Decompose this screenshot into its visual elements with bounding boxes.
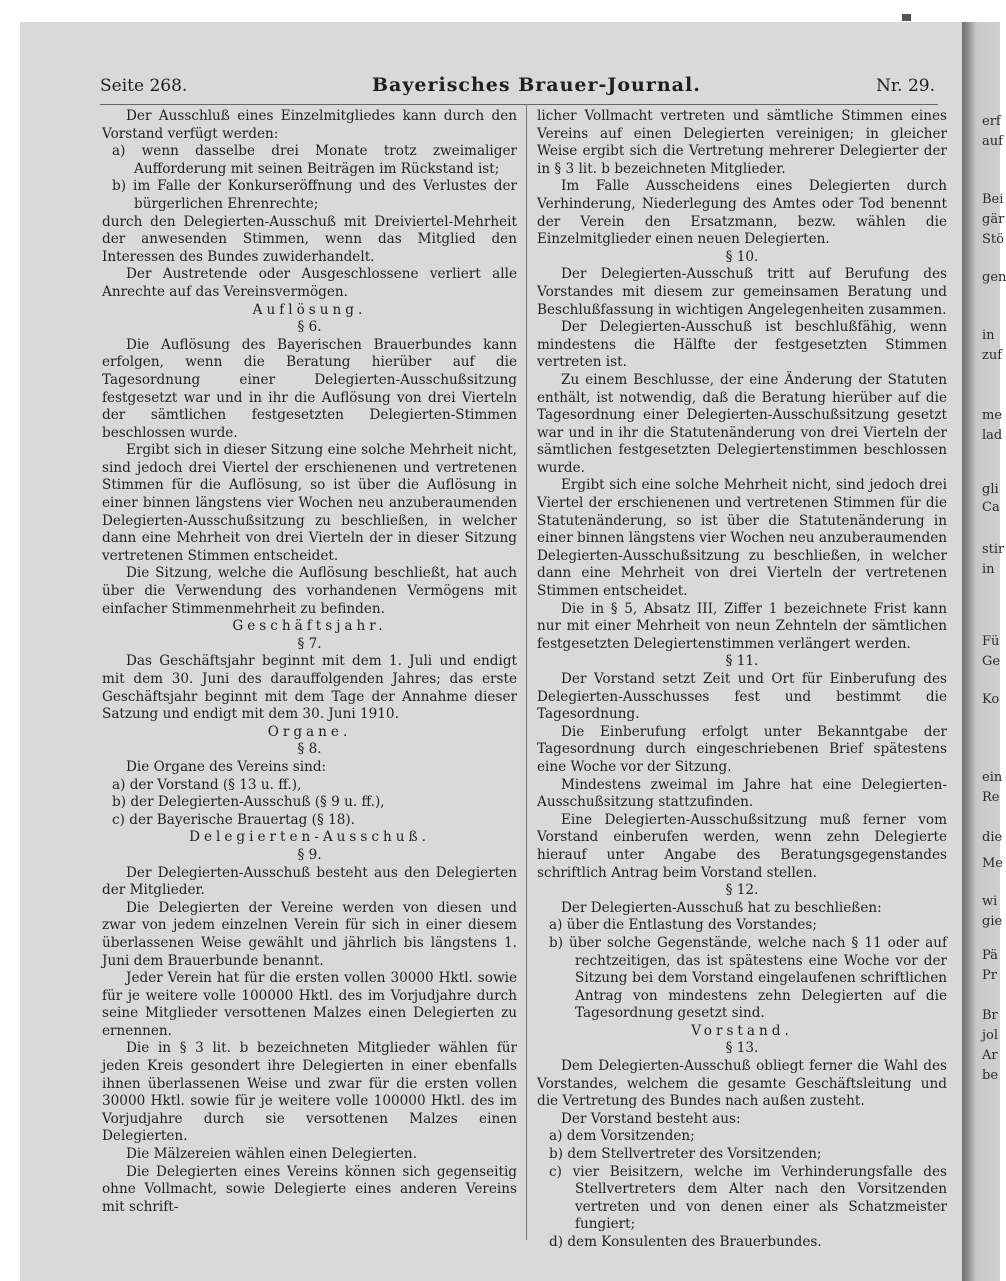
adjacent-page-fragment: Ca <box>982 500 1000 515</box>
adjacent-page-fragment: gie <box>982 914 1003 929</box>
section-heading: Geschäftsjahr. <box>232 618 387 635</box>
adjacent-page-fragment: Pä <box>982 948 998 963</box>
section-number: § 8. <box>297 741 322 758</box>
adjacent-page-fragment: lad <box>982 428 1003 443</box>
adjacent-page-fragment: Stö <box>982 232 1004 247</box>
paragraph: Der Delegierten-Ausschuß besteht aus den Delegierten der Mitglieder. <box>102 864 517 899</box>
list-item: b) im Falle der Konkurseröffnung und des Verlustes der bürgerlichen Ehrenrechte; <box>112 178 517 212</box>
paragraph: Im Falle Ausscheidens eines Delegierten durch Verhinderung, Niederlegung des Amtes oder Tod benennt der Verein den Ersatzmann, bezw. wählen die Einzelmitglieder einen neuen Delegierten. <box>537 178 947 248</box>
list-item: b) über solche Gegenstände, welche nach § 11 oder auf rechtzeitigen, das ist spätestens eine Woche vor der Sitzung bei dem Vorstand eingelaufenen schriftlichen Antrag von mindestens zehn Delegierten auf die Tagesordnung gesetzt sind. <box>549 934 947 1022</box>
section-number: § 10. <box>725 248 759 265</box>
section-number: § 13. <box>725 1040 759 1057</box>
adjacent-page-fragment: gen <box>982 270 1006 285</box>
adjacent-page-fragment: in <box>982 328 995 343</box>
paragraph: Eine Delegierten-Ausschußsitzung muß ferner vom Vorstand einberufen werden, wenn zehn Delegierte hierauf unter Angabe des Beratungsgegenstandes schriftlich Antrag beim Vorstand stellen. <box>537 811 947 881</box>
adjacent-page-fragment: stir <box>982 542 1005 557</box>
adjacent-page-fragment: Fü <box>982 634 1000 649</box>
adjacent-page-fragment: Ko <box>982 692 1000 707</box>
adjacent-page-fragment: in <box>982 562 995 577</box>
list-item: a) dem Vorsitzenden; <box>549 1128 695 1145</box>
paragraph: Der Austretende oder Ausgeschlossene verliert alle Anrechte auf das Vereinsvermögen. <box>102 266 517 300</box>
paragraph: Die Sitzung, welche die Auflösung beschließt, hat auch über die Verwendung des vorhandenen Vermögens mit einfacher Stimmenmehrheit zu befinden. <box>102 565 517 617</box>
section-number: § 6. <box>297 319 322 336</box>
paragraph: licher Vollmacht vertreten und sämtliche Stimmen eines Vereins auf einen Delegierten vereinigen; in gleicher Weise ergibt sich die Vertretung mehrerer Delegierter der in § 3 lit. b bezeichneten Mitglieder. <box>537 108 947 177</box>
section-heading: Auflösung. <box>252 301 367 318</box>
paragraph: Zu einem Beschlusse, der eine Änderung der Statuten enthält, ist notwendig, daß die Beratung hierüber auf die Tagesordnung einer Delegierten-Ausschußsitzung gesetzt war und in ihr die Statutenänderung von drei Vierteln der sämtlichen festgesetzten Delegiertenstimmen beschlossen wurde. <box>537 371 947 476</box>
paragraph: Dem Delegierten-Ausschuß obliegt ferner die Wahl des Vorstandes, welchem die gesamte Geschäftsleitung und die Vertretung des Bundes nach außen zusteht. <box>537 1058 947 1110</box>
paragraph: Ergibt sich in dieser Sitzung eine solche Mehrheit nicht, sind jedoch drei Viertel der erschienenen und vertretenen Stimmen für die Auflösung, so ist über die Auflösung in einer binnen längstens vier Wochen neu anzuberaumenden Delegierten-Ausschußsitzung zu beschließen, in welcher dann eine Mehrheit von drei Vierteln der in dieser Sitzung vertretenen Stimmen entscheidet. <box>102 442 517 564</box>
column-divider <box>526 104 527 1240</box>
list-item: a) über die Entlastung des Vorstandes; <box>549 917 817 934</box>
paragraph: Das Geschäftsjahr beginnt mit dem 1. Juli und endigt mit dem 30. Juni des darauffolgenden Jahres; das erste Geschäftsjahr beginnt mit dem Tage der Annahme dieser Satzung und endigt mit dem 30. Juni 1910. <box>102 653 517 723</box>
list-item: b) dem Stellvertreter des Vorsitzenden; <box>549 1146 822 1163</box>
paragraph: Mindestens zweimal im Jahre hat eine Delegierten-Ausschußsitzung stattzufinden. <box>537 776 947 811</box>
list-item: c) der Bayerische Brauertag (§ 18). <box>112 811 356 828</box>
paragraph: Die in § 5, Absatz III, Ziffer 1 bezeichnete Frist kann nur mit einer Mehrheit von neun Zehnteln der sämtlichen festgesetzten Delegiertenstimmen verlängert werden. <box>537 600 947 652</box>
journal-title: Bayerisches Brauer-Journal. <box>372 74 701 96</box>
adjacent-page-fragment: Me <box>982 856 1004 871</box>
paragraph: Ergibt sich eine solche Mehrheit nicht, sind jedoch drei Viertel der erschienenen und vertretenen Stimmen für die Statutenänderung, so ist über die Statutenänderung in einer binnen längstens vier Wochen neu anzuberaumenden Delegierten-Ausschußsitzung zu beschließen, in welcher dann eine Mehrheit von drei Vierteln der vertretenen Stimmen entscheidet. <box>537 477 947 600</box>
adjacent-page-edge <box>962 22 1006 1281</box>
paragraph: Die Einberufung erfolgt unter Bekanntgabe der Tagesordnung durch eingeschriebenen Brief spätestens eine Woche vor der Sitzung. <box>537 723 947 775</box>
paragraph: Der Ausschluß eines Einzelmitgliedes kann durch den Vorstand verfügt werden: <box>102 108 517 142</box>
list-item: b) der Delegierten-Ausschuß (§ 9 u. ff.), <box>112 794 385 811</box>
adjacent-page-fragment: Re <box>982 790 1000 805</box>
paragraph: Der Vorstand besteht aus: <box>561 1110 741 1127</box>
list-item: a) wenn dasselbe drei Monate trotz zweimaliger Aufforderung mit seinen Beiträgen im Rückstand ist; <box>112 143 517 177</box>
section-number: § 12. <box>725 882 759 899</box>
adjacent-page-fragment: gli <box>982 482 999 497</box>
section-heading: Organe. <box>267 723 352 740</box>
paragraph: durch den Delegierten-Ausschuß mit Dreiviertel-Mehrheit der anwesenden Stimmen, wenn das Mitglied den Interessen des Bundes zuwiderhandelt. <box>102 213 517 265</box>
paragraph: Die Auflösung des Bayerischen Brauerbundes kann erfolgen, wenn die Beratung hierüber auf die Tagesordnung einer Delegierten-Ausschußsitzung festgesetzt war und in ihr die Auflösung von drei Vierteln der sämtlichen festgesetzten Delegierten-Stimmen beschlossen wurde. <box>102 336 517 441</box>
adjacent-page-fragment: Ge <box>982 654 1001 669</box>
adjacent-page-fragment: gär <box>982 212 1005 227</box>
adjacent-page-fragment: zuf <box>982 348 1003 363</box>
adjacent-page-fragment: jol <box>982 1028 999 1043</box>
adjacent-page-fragment: Ar <box>982 1048 998 1063</box>
section-number: § 7. <box>297 635 322 652</box>
section-heading: Vorstand. <box>691 1022 793 1039</box>
paragraph: Die Organe des Vereins sind: <box>126 758 327 775</box>
adjacent-page-fragment: auf <box>982 134 1003 149</box>
issue-number: Nr. 29. <box>876 76 935 96</box>
paragraph: Der Delegierten-Ausschuß hat zu beschließen: <box>561 899 882 916</box>
right-column <box>537 108 947 1252</box>
adjacent-page-fragment: erf <box>982 114 1001 129</box>
page-header <box>100 74 935 104</box>
header-rule <box>100 104 938 105</box>
paragraph: Die in § 3 lit. b bezeichneten Mitglieder wählen für jeden Kreis gesondert ihre Delegierten in einer ebenfalls ihnen überlassenen Weise und zwar für die ersten vollen 30000 Hktl. sowie für je weitere volle 100000 Hktl. des im Vorjudjahre durch sie versottenen Malzes einen Delegierten. <box>102 1040 517 1145</box>
adjacent-page-fragment: die <box>982 830 1003 845</box>
list-item: c) vier Beisitzern, welche im Verhinderungsfalle des Stellvertreters dem Alter nach den Vorsitzenden vertreten und von denen einer als Schatzmeister fungiert; <box>549 1163 947 1233</box>
paragraph: Die Delegierten der Vereine werden von diesen und zwar von jedem einzelnen Verein für sich in einer diesem überlassenen Weise gewählt und jährlich bis längstens 1. Juni dem Brauerbunde benannt. <box>102 899 517 969</box>
paragraph: Der Delegierten-Ausschuß tritt auf Berufung des Vorstandes mit diesem zur gemeinsamen Beratung und Beschlußfassung in wichtigen Angelegenheiten zusammen. <box>537 266 947 318</box>
left-column <box>102 108 517 1216</box>
section-number: § 11. <box>725 653 759 670</box>
paragraph: Die Mälzereien wählen einen Delegierten. <box>126 1146 417 1163</box>
scan-mark <box>902 14 911 21</box>
paragraph: Die Delegierten eines Vereins können sich gegenseitig ohne Vollmacht, sowie Delegierte eines anderen Vereins mit schrift- <box>102 1163 517 1215</box>
paragraph: Der Delegierten-Ausschuß ist beschlußfähig, wenn mindestens die Hälfte der festgesetzten Stimmen vertreten ist. <box>537 319 947 371</box>
list-item: d) dem Konsulenten des Brauerbundes. <box>549 1234 822 1250</box>
adjacent-page-fragment: Pr <box>982 968 997 983</box>
paragraph: Der Vorstand setzt Zeit und Ort für Einberufung des Delegierten-Ausschusses fest und bestimmt die Tagesordnung. <box>537 671 947 723</box>
paragraph: Jeder Verein hat für die ersten vollen 30000 Hktl. sowie für je weitere volle 100000 Hktl. des im Vorjudjahre durch seine Mitglieder versottenen Malzes einen Delegierten zu ernennen. <box>102 970 517 1039</box>
page-number: Seite 268. <box>100 76 188 96</box>
adjacent-page-fragment: wi <box>982 894 998 909</box>
adjacent-page-fragment: ein <box>982 770 1003 785</box>
section-number: § 9. <box>297 846 322 863</box>
section-heading: Delegierten-Ausschuß. <box>189 829 430 846</box>
adjacent-page-fragment: Bei <box>982 192 1004 207</box>
list-item: a) der Vorstand (§ 13 u. ff.), <box>112 776 302 793</box>
adjacent-page-fragment: me <box>982 408 1003 423</box>
adjacent-page-fragment: be <box>982 1068 999 1083</box>
adjacent-page-fragment: Br <box>982 1008 998 1023</box>
